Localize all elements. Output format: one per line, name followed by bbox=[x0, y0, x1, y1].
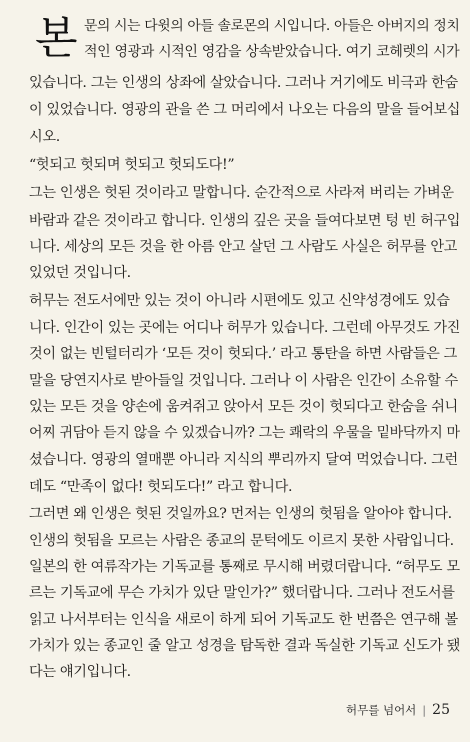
text-line: 것이 없는 빈털터리가 ‘모든 것이 헛되다.’ 라고 통탄을 하면 사람들은 그 bbox=[29, 346, 458, 362]
text-line: 있습니다. 그는 인생의 상좌에 살았습니다. 그러나 거기에도 비극과 한숨 bbox=[29, 75, 458, 91]
text-line: 그는 인생은 헛된 것이라고 말합니다. 순간적으로 사라져 버리는 가벼운 bbox=[29, 185, 454, 201]
text-line: 다는 얘기입니다. bbox=[29, 664, 131, 680]
text-line: 바람과 같은 것이라고 합니다. 인생의 깊은 곳을 들여다보면 텅 빈 허구입 bbox=[29, 213, 461, 229]
text-line: 있는 모든 것을 양손에 움켜쥐고 앉아서 모든 것이 헛되다고 한숨을 쉬니 bbox=[29, 399, 458, 415]
text-line: 있었던 것입니다. bbox=[29, 265, 131, 281]
page-footer bbox=[346, 702, 450, 718]
text-line: 허무는 전도서에만 있는 것이 아니라 시편에도 있고 신약성경에도 있습 bbox=[29, 293, 450, 309]
text-line: 적인 영광과 시적인 영감을 상속받았습니다. 여기 코헤렛의 시가 bbox=[84, 44, 460, 60]
text-line: 시오. bbox=[29, 129, 60, 145]
text-line: 말을 당연지사로 받아들일 것입니다. 그러나 이 사람은 인간이 소유할 수 bbox=[29, 373, 458, 389]
footer-separator: | bbox=[422, 703, 427, 717]
text-line: 니다. 인간이 있는 곳에는 어디나 허무가 있습니다. 그런데 아무것도 가진 bbox=[29, 320, 461, 336]
text-line: 읽고 나서부터는 인식을 새로이 하게 되어 기독교도 한 번쯤은 연구해 볼 bbox=[29, 612, 458, 628]
text-line: 이 있었습니다. 영광의 관을 쓴 그 머리에서 나오는 다음의 말을 들어보십 bbox=[29, 102, 461, 118]
text-line: 문의 시는 다윗의 아들 솔로몬의 시입니다. 아들은 아버지의 정치 bbox=[84, 18, 460, 34]
text-line: 일본의 한 여류작가는 기독교를 통째로 무시해 버렸더랍니다. “허무도 모 bbox=[29, 559, 460, 575]
drop-cap: 본 bbox=[35, 13, 78, 64]
text-line: 가치가 있는 종교인 줄 알고 성경을 탐독한 결과 독실한 기독교 신도가 됐 bbox=[29, 638, 461, 654]
text-line: 어찌 귀담아 듣지 않을 수 있겠습니까? 그는 쾌락의 우물을 밑바닥까지 마 bbox=[29, 425, 460, 441]
text-line: 니다. 세상의 모든 것을 한 아름 안고 살던 그 사람도 사실은 허무를 안고 bbox=[29, 239, 458, 255]
page-number: 25 bbox=[432, 702, 450, 718]
text-line: “헛되고 헛되며 헛되고 헛되도다!” bbox=[29, 157, 235, 173]
text-line: 인생의 헛됨을 모르는 사람은 종교의 문턱에도 이르지 못한 사람입니다. bbox=[29, 533, 454, 549]
text-line: 셨습니다. 영광의 열매뿐 아니라 지식의 뿌리까지 달여 먹었습니다. 그런 bbox=[29, 452, 458, 468]
text-line: 그러면 왜 인생은 헛된 것일까요? 먼저는 인생의 헛됨을 알아야 합니다. bbox=[29, 506, 452, 522]
text-line: 데도 “만족이 없다! 헛되도다!” 라고 합니다. bbox=[29, 479, 293, 495]
running-title: 허무를 넘어서 bbox=[345, 703, 417, 717]
text-line: 르는 기독교에 무슨 가치가 있단 말인가?” 했더랍니다. 그러나 전도서를 bbox=[29, 585, 455, 601]
